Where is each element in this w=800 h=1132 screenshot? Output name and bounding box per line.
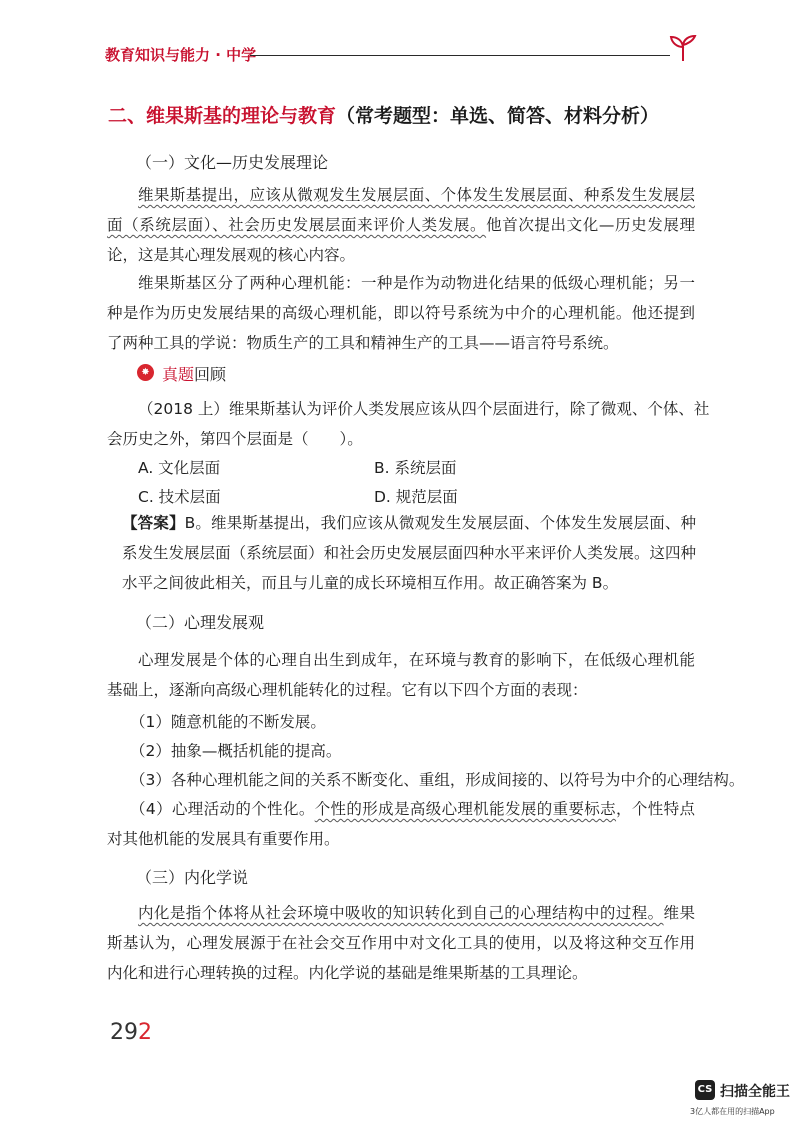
heading-psychological-development-view: （二）心理发展观: [136, 613, 265, 632]
list-item-4: [107, 794, 695, 854]
option-d: D. 规范层面: [374, 488, 458, 506]
camscanner-logo-icon: CS: [695, 1080, 715, 1100]
paragraph-development-definition: 心理发展是个体的心理自出生到成年，在环境与教育的影响下，在低级心理机能基础上，逐渐向高级心理机能转化的过程。它有以下四个方面的表现：: [107, 651, 695, 699]
list-item-1: （1）随意机能的不断发展。: [130, 713, 326, 731]
list-item-4-start: （4）心理活动的个性化。: [130, 800, 315, 818]
underlined-internalization-definition: 内化是指个体将从社会环境中吸收的知识转化到自己的心理结构中的过程。: [138, 904, 664, 922]
section-title-note: （常考题型：单选、简答、材料分析）: [336, 105, 660, 127]
paragraph-internalization-rest: 维果斯基认为，心理发展源于在社会交互作用中对文化工具的使用，以及将这种交互作用内化和进行心理转换的过程。内化学说的基础是维果斯基的工具理论。: [107, 904, 695, 982]
option-b: B. 系统层面: [374, 459, 457, 477]
answer-text: B。维果斯基提出，我们应该从微观发生发展层面、个体发生发展层面、种系发生发展层面（系统层面）和社会历史发展层面四种水平来评价人类发展。这四种水平之间彼此相关，而且与儿童的成长环境相互作用。故正确答案为 B。: [122, 514, 696, 592]
paragraph-two-mental-functions: 维果斯基区分了两种心理机能：一种是作为动物进化结果的低级心理机能；另一种是作为历史发展结果的高级心理机能，即以符号系统为中介的心理机能。他还提到了两种工具的学说：物质生产的工具和精神生产的工具——语言符号系统。: [107, 274, 695, 352]
page-number: [110, 1020, 152, 1045]
running-header-title: 教育知识与能力 · 中学: [105, 46, 257, 64]
sprout-icon: [668, 34, 698, 62]
underlined-four-levels: 维果斯基提出，应该从微观发生发展层面、个体发生发展层面、种系发生发展层面（系统层面）、社会历史发展层面来评价人类发展。: [107, 186, 695, 234]
paragraph-internalization: [107, 898, 695, 988]
star-badge-icon: ✸: [137, 364, 154, 381]
list-item-4-end: ，个性特点对其他机能的发展具有重要作用。: [107, 800, 695, 848]
page-number-a: 29: [110, 1020, 138, 1045]
paragraph-four-levels: [107, 180, 695, 270]
list-item-2: （2）抽象—概括机能的提高。: [130, 742, 342, 760]
review-label-rest: 回顾: [194, 365, 227, 384]
list-item-3: （3）各种心理机能之间的关系不断变化、重组，形成间接的、以符号为中介的心理结构。: [130, 771, 745, 789]
camscanner-tagline: 3亿人都在用的扫描App: [690, 1107, 775, 1116]
section-title-main: 二、维果斯基的理论与教育: [108, 105, 337, 127]
heading-internalization-theory: （三）内化学说: [136, 868, 249, 887]
page-number-b: 2: [138, 1020, 152, 1045]
header-rule: [250, 55, 670, 56]
heading-cultural-historical-theory: （一）文化—历史发展理论: [136, 153, 329, 172]
underlined-personality-marker: 个性的形成是高级心理机能发展的重要标志: [314, 800, 617, 818]
answer-label: 【答案】: [122, 514, 185, 532]
review-label-red: 真题: [162, 365, 195, 384]
question-line-2: 会历史之外，第四个层面是（ ）。: [107, 430, 363, 448]
camscanner-name: 扫描全能王: [720, 1084, 790, 1100]
past-exam-review-label: [162, 362, 226, 385]
section-title: [108, 101, 659, 128]
option-c: C. 技术层面: [138, 488, 221, 506]
option-a: A. 文化层面: [138, 459, 221, 477]
question-line-1: （2018 上）维果斯基认为评价人类发展应该从四个层面进行，除了微观、个体、社: [138, 400, 710, 418]
paragraph-four-levels-rest: 他首次提出文化—历史发展理论，这是其心理发展观的核心内容。: [107, 216, 695, 264]
answer-explanation: [122, 508, 696, 598]
